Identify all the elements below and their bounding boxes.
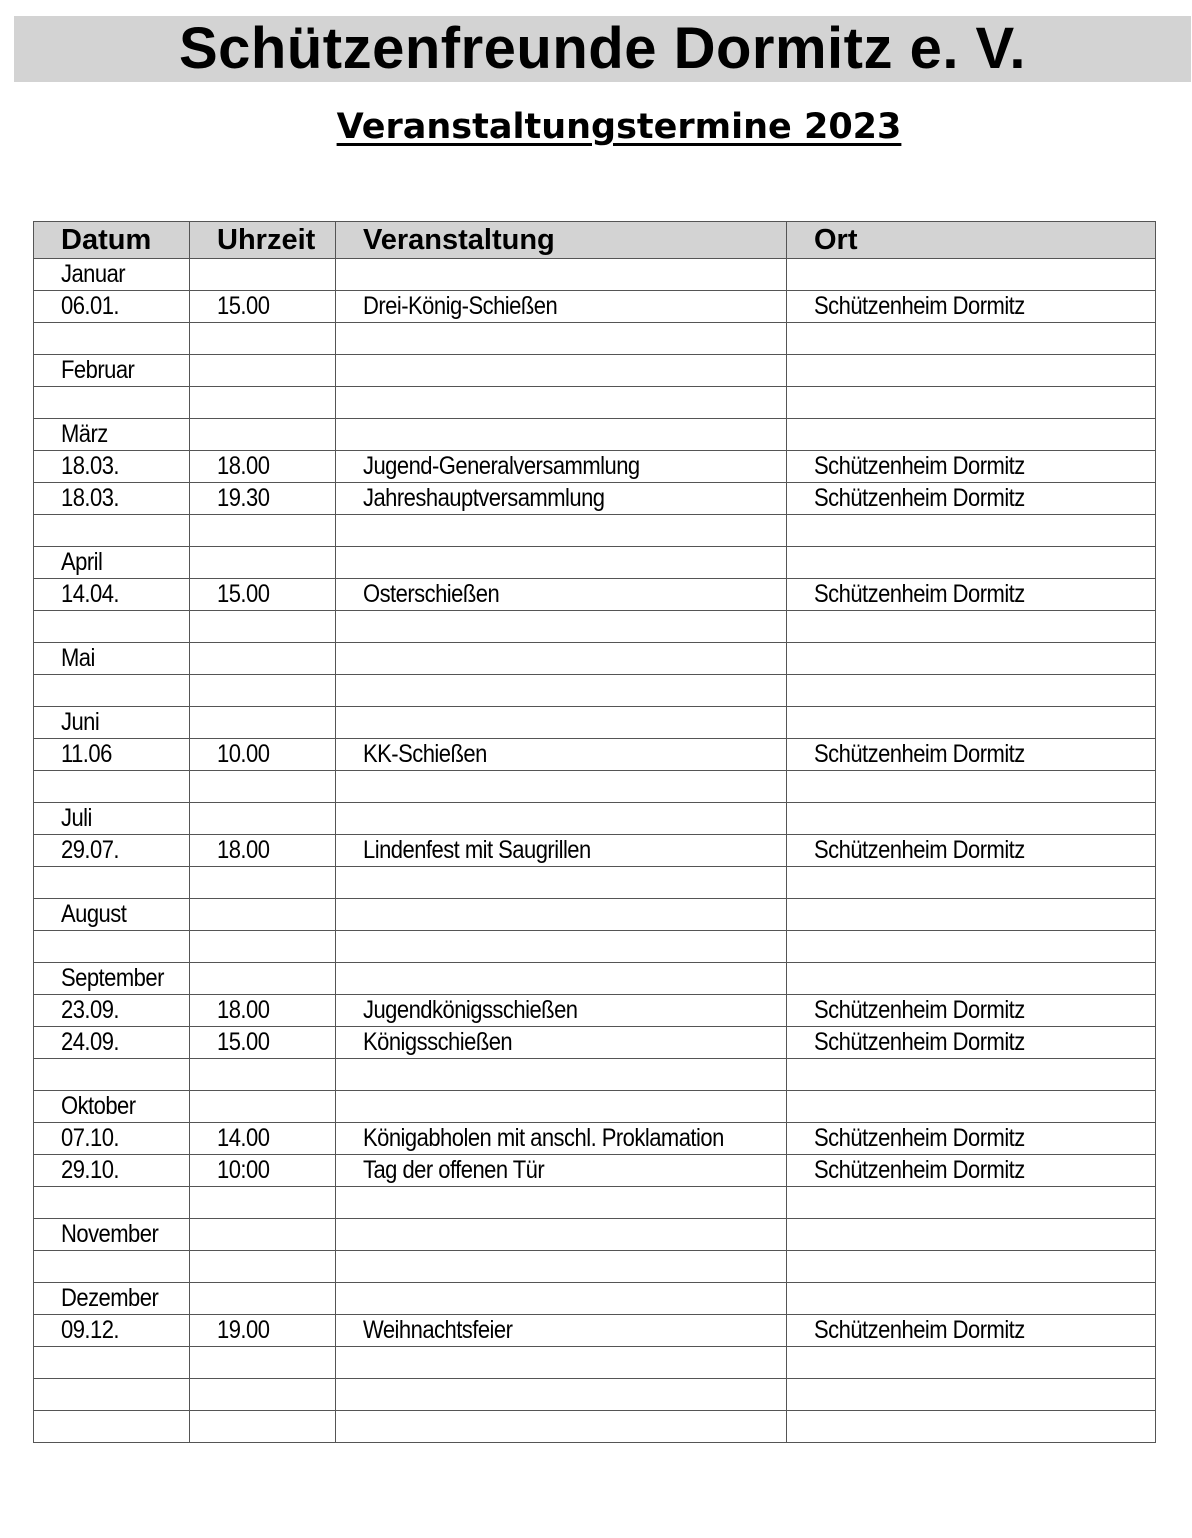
table-row xyxy=(34,355,1156,387)
location-cell-text: Schützenheim Dormitz xyxy=(814,1124,1025,1152)
date-cell xyxy=(34,771,190,803)
time-cell-text: 10:00 xyxy=(217,1156,270,1184)
date-cell xyxy=(34,1123,190,1155)
location-cell xyxy=(787,1059,1156,1091)
location-cell xyxy=(787,1187,1156,1219)
location-cell xyxy=(787,1123,1156,1155)
time-cell xyxy=(190,1027,336,1059)
location-cell-text: Schützenheim Dormitz xyxy=(814,836,1025,864)
column-header-ort: Ort xyxy=(787,222,1156,259)
date-cell xyxy=(34,291,190,323)
event-cell-text: Osterschießen xyxy=(363,580,500,608)
location-cell xyxy=(787,707,1156,739)
time-cell-text: 15.00 xyxy=(217,580,270,608)
time-cell xyxy=(190,611,336,643)
event-cell xyxy=(336,483,787,515)
time-cell xyxy=(190,1411,336,1443)
location-cell xyxy=(787,1379,1156,1411)
table-row xyxy=(34,803,1156,835)
date-cell-text: August xyxy=(61,900,127,928)
location-cell xyxy=(787,1155,1156,1187)
location-cell xyxy=(787,963,1156,995)
location-cell xyxy=(787,899,1156,931)
time-cell xyxy=(190,1251,336,1283)
table-row xyxy=(34,579,1156,611)
event-cell xyxy=(336,259,787,291)
location-cell-text: Schützenheim Dormitz xyxy=(814,1156,1025,1184)
date-cell xyxy=(34,483,190,515)
table-row xyxy=(34,259,1156,291)
time-cell xyxy=(190,579,336,611)
date-cell xyxy=(34,1187,190,1219)
date-cell-text: Oktober xyxy=(61,1092,136,1120)
location-cell xyxy=(787,739,1156,771)
date-cell-text: Februar xyxy=(61,356,135,384)
event-cell xyxy=(336,1411,787,1443)
time-cell xyxy=(190,771,336,803)
location-cell-text: Schützenheim Dormitz xyxy=(814,996,1025,1024)
event-cell xyxy=(336,803,787,835)
table-row xyxy=(34,1347,1156,1379)
date-cell-text: Januar xyxy=(61,260,126,288)
event-cell xyxy=(336,1219,787,1251)
date-cell xyxy=(34,451,190,483)
location-cell xyxy=(787,643,1156,675)
time-cell xyxy=(190,1091,336,1123)
header-row xyxy=(34,222,1156,259)
table-row xyxy=(34,483,1156,515)
table-row xyxy=(34,1091,1156,1123)
table-row xyxy=(34,1283,1156,1315)
location-cell xyxy=(787,931,1156,963)
date-cell-text: September xyxy=(61,964,164,992)
date-cell xyxy=(34,1283,190,1315)
time-cell xyxy=(190,291,336,323)
location-cell xyxy=(787,1219,1156,1251)
column-header-veranstaltung: Veranstaltung xyxy=(336,222,787,259)
table-row xyxy=(34,291,1156,323)
location-cell xyxy=(787,547,1156,579)
table-row xyxy=(34,675,1156,707)
event-cell-text: Königabholen mit anschl. Proklamation xyxy=(363,1124,724,1152)
time-cell xyxy=(190,547,336,579)
location-cell xyxy=(787,451,1156,483)
event-cell-text: Königsschießen xyxy=(363,1028,513,1056)
time-cell xyxy=(190,483,336,515)
location-cell xyxy=(787,1091,1156,1123)
event-cell xyxy=(336,963,787,995)
time-cell-text: 15.00 xyxy=(217,292,270,320)
time-cell xyxy=(190,643,336,675)
date-cell xyxy=(34,1059,190,1091)
table-row xyxy=(34,771,1156,803)
table-row xyxy=(34,515,1156,547)
time-cell-text: 19.30 xyxy=(217,484,270,512)
event-cell xyxy=(336,899,787,931)
event-cell xyxy=(336,323,787,355)
event-cell-text: Jugendkönigsschießen xyxy=(363,996,578,1024)
time-cell xyxy=(190,1315,336,1347)
event-cell xyxy=(336,355,787,387)
time-cell xyxy=(190,707,336,739)
location-cell-text: Schützenheim Dormitz xyxy=(814,580,1025,608)
table-row xyxy=(34,995,1156,1027)
event-cell xyxy=(336,1091,787,1123)
location-cell xyxy=(787,1411,1156,1443)
event-cell xyxy=(336,291,787,323)
table-row xyxy=(34,1123,1156,1155)
time-cell-text: 19.00 xyxy=(217,1316,270,1344)
date-cell-text: 23.09. xyxy=(61,996,120,1024)
event-cell-text: Jahreshauptversammlung xyxy=(363,484,605,512)
location-cell xyxy=(787,803,1156,835)
date-cell xyxy=(34,963,190,995)
location-cell xyxy=(787,1347,1156,1379)
date-cell-text: 09.12. xyxy=(61,1316,120,1344)
event-cell xyxy=(336,547,787,579)
time-cell xyxy=(190,1187,336,1219)
location-cell xyxy=(787,579,1156,611)
location-cell xyxy=(787,387,1156,419)
date-cell-text: Dezember xyxy=(61,1284,159,1312)
table-row xyxy=(34,1155,1156,1187)
table-row xyxy=(34,1411,1156,1443)
event-cell xyxy=(336,931,787,963)
location-cell xyxy=(787,259,1156,291)
date-cell xyxy=(34,1219,190,1251)
table-row xyxy=(34,899,1156,931)
time-cell-text: 10.00 xyxy=(217,740,270,768)
club-name-title: Schützenfreunde Dormitz e. V. xyxy=(178,16,1027,81)
date-cell xyxy=(34,579,190,611)
table-row xyxy=(34,1187,1156,1219)
column-header-uhrzeit: Uhrzeit xyxy=(190,222,336,259)
date-cell xyxy=(34,611,190,643)
location-cell-text: Schützenheim Dormitz xyxy=(814,452,1025,480)
table-row xyxy=(34,323,1156,355)
date-cell-text: April xyxy=(61,548,103,576)
date-cell xyxy=(34,547,190,579)
time-cell xyxy=(190,1155,336,1187)
date-cell-text: November xyxy=(61,1220,159,1248)
events-table-body xyxy=(34,259,1156,1443)
time-cell xyxy=(190,1219,336,1251)
location-cell xyxy=(787,515,1156,547)
table-row xyxy=(34,611,1156,643)
date-cell xyxy=(34,995,190,1027)
table-row xyxy=(34,739,1156,771)
location-cell xyxy=(787,1283,1156,1315)
time-cell-text: 15.00 xyxy=(217,1028,270,1056)
event-cell xyxy=(336,451,787,483)
time-cell xyxy=(190,739,336,771)
date-cell xyxy=(34,419,190,451)
date-cell xyxy=(34,1315,190,1347)
date-cell xyxy=(34,387,190,419)
table-row xyxy=(34,419,1156,451)
date-cell xyxy=(34,643,190,675)
date-cell xyxy=(34,1411,190,1443)
date-cell xyxy=(34,899,190,931)
event-cell xyxy=(336,995,787,1027)
event-cell xyxy=(336,1155,787,1187)
event-cell xyxy=(336,611,787,643)
location-cell xyxy=(787,1027,1156,1059)
event-cell xyxy=(336,1379,787,1411)
title-banner xyxy=(14,16,1191,82)
date-cell-text: 11.06 xyxy=(61,740,112,768)
location-cell xyxy=(787,483,1156,515)
date-cell-text: 18.03. xyxy=(61,484,120,512)
location-cell xyxy=(787,1251,1156,1283)
event-cell-text: Lindenfest mit Saugrillen xyxy=(363,836,591,864)
time-cell xyxy=(190,451,336,483)
time-cell-text: 14.00 xyxy=(217,1124,270,1152)
location-cell xyxy=(787,291,1156,323)
table-row xyxy=(34,387,1156,419)
events-subtitle: Veranstaltungstermine 2023 xyxy=(336,107,902,147)
time-cell-text: 18.00 xyxy=(217,836,270,864)
event-cell xyxy=(336,1315,787,1347)
time-cell xyxy=(190,387,336,419)
event-cell xyxy=(336,419,787,451)
date-cell xyxy=(34,1091,190,1123)
date-cell xyxy=(34,1347,190,1379)
event-cell xyxy=(336,835,787,867)
event-cell xyxy=(336,1123,787,1155)
time-cell xyxy=(190,1123,336,1155)
event-cell xyxy=(336,1187,787,1219)
event-cell-text: KK-Schießen xyxy=(363,740,487,768)
date-cell-text: 18.03. xyxy=(61,452,120,480)
column-header-datum: Datum xyxy=(34,222,190,259)
event-cell-text: Jugend-Generalversammlung xyxy=(363,452,640,480)
time-cell xyxy=(190,1347,336,1379)
date-cell-text: März xyxy=(61,420,108,448)
date-cell xyxy=(34,1155,190,1187)
event-cell xyxy=(336,1283,787,1315)
event-cell xyxy=(336,515,787,547)
time-cell xyxy=(190,995,336,1027)
date-cell-text: 07.10. xyxy=(61,1124,120,1152)
location-cell xyxy=(787,355,1156,387)
time-cell-text: 18.00 xyxy=(217,996,270,1024)
date-cell xyxy=(34,1027,190,1059)
table-row xyxy=(34,707,1156,739)
location-cell-text: Schützenheim Dormitz xyxy=(814,1028,1025,1056)
date-cell-text: 14.04. xyxy=(61,580,120,608)
date-cell-text: Mai xyxy=(61,644,95,672)
event-cell xyxy=(336,1347,787,1379)
time-cell xyxy=(190,355,336,387)
date-cell xyxy=(34,1251,190,1283)
table-row xyxy=(34,1251,1156,1283)
event-cell xyxy=(336,771,787,803)
location-cell xyxy=(787,675,1156,707)
time-cell xyxy=(190,515,336,547)
time-cell xyxy=(190,899,336,931)
date-cell xyxy=(34,1379,190,1411)
time-cell xyxy=(190,867,336,899)
date-cell xyxy=(34,739,190,771)
location-cell xyxy=(787,835,1156,867)
events-table xyxy=(33,221,1156,1443)
table-row xyxy=(34,1379,1156,1411)
date-cell xyxy=(34,707,190,739)
time-cell-text: 18.00 xyxy=(217,452,270,480)
event-cell xyxy=(336,643,787,675)
location-cell-text: Schützenheim Dormitz xyxy=(814,292,1025,320)
location-cell-text: Schützenheim Dormitz xyxy=(814,1316,1025,1344)
location-cell xyxy=(787,867,1156,899)
location-cell xyxy=(787,419,1156,451)
table-row xyxy=(34,835,1156,867)
date-cell xyxy=(34,675,190,707)
event-cell xyxy=(336,1059,787,1091)
table-row xyxy=(34,1219,1156,1251)
event-cell-text: Drei-König-Schießen xyxy=(363,292,558,320)
table-row xyxy=(34,963,1156,995)
location-cell-text: Schützenheim Dormitz xyxy=(814,740,1025,768)
time-cell xyxy=(190,835,336,867)
events-table-header xyxy=(34,222,1156,259)
date-cell xyxy=(34,515,190,547)
time-cell xyxy=(190,1059,336,1091)
date-cell-text: 29.07. xyxy=(61,836,120,864)
date-cell-text: 06.01. xyxy=(61,292,120,320)
date-cell xyxy=(34,803,190,835)
time-cell xyxy=(190,259,336,291)
date-cell-text: Juli xyxy=(61,804,92,832)
event-cell-text: Weihnachtsfeier xyxy=(363,1316,513,1344)
time-cell xyxy=(190,931,336,963)
location-cell xyxy=(787,771,1156,803)
time-cell xyxy=(190,323,336,355)
time-cell xyxy=(190,419,336,451)
event-cell xyxy=(336,739,787,771)
location-cell-text: Schützenheim Dormitz xyxy=(814,484,1025,512)
location-cell xyxy=(787,1315,1156,1347)
event-cell xyxy=(336,867,787,899)
event-cell xyxy=(336,707,787,739)
date-cell xyxy=(34,867,190,899)
table-row xyxy=(34,643,1156,675)
location-cell xyxy=(787,995,1156,1027)
date-cell xyxy=(34,355,190,387)
time-cell xyxy=(190,803,336,835)
date-cell xyxy=(34,323,190,355)
event-cell xyxy=(336,387,787,419)
table-row xyxy=(34,867,1156,899)
location-cell xyxy=(787,323,1156,355)
event-cell xyxy=(336,675,787,707)
time-cell xyxy=(190,675,336,707)
date-cell-text: 29.10. xyxy=(61,1156,120,1184)
date-cell-text: 24.09. xyxy=(61,1028,120,1056)
table-row xyxy=(34,1315,1156,1347)
table-row xyxy=(34,547,1156,579)
time-cell xyxy=(190,1379,336,1411)
event-cell xyxy=(336,579,787,611)
time-cell xyxy=(190,1283,336,1315)
table-row xyxy=(34,451,1156,483)
date-cell-text: Juni xyxy=(61,708,100,736)
event-cell-text: Tag der offenen Tür xyxy=(363,1156,545,1184)
date-cell xyxy=(34,931,190,963)
table-row xyxy=(34,931,1156,963)
event-cell xyxy=(336,1027,787,1059)
time-cell xyxy=(190,963,336,995)
table-row xyxy=(34,1027,1156,1059)
event-cell xyxy=(336,1251,787,1283)
location-cell xyxy=(787,611,1156,643)
date-cell xyxy=(34,259,190,291)
table-row xyxy=(34,1059,1156,1091)
date-cell xyxy=(34,835,190,867)
